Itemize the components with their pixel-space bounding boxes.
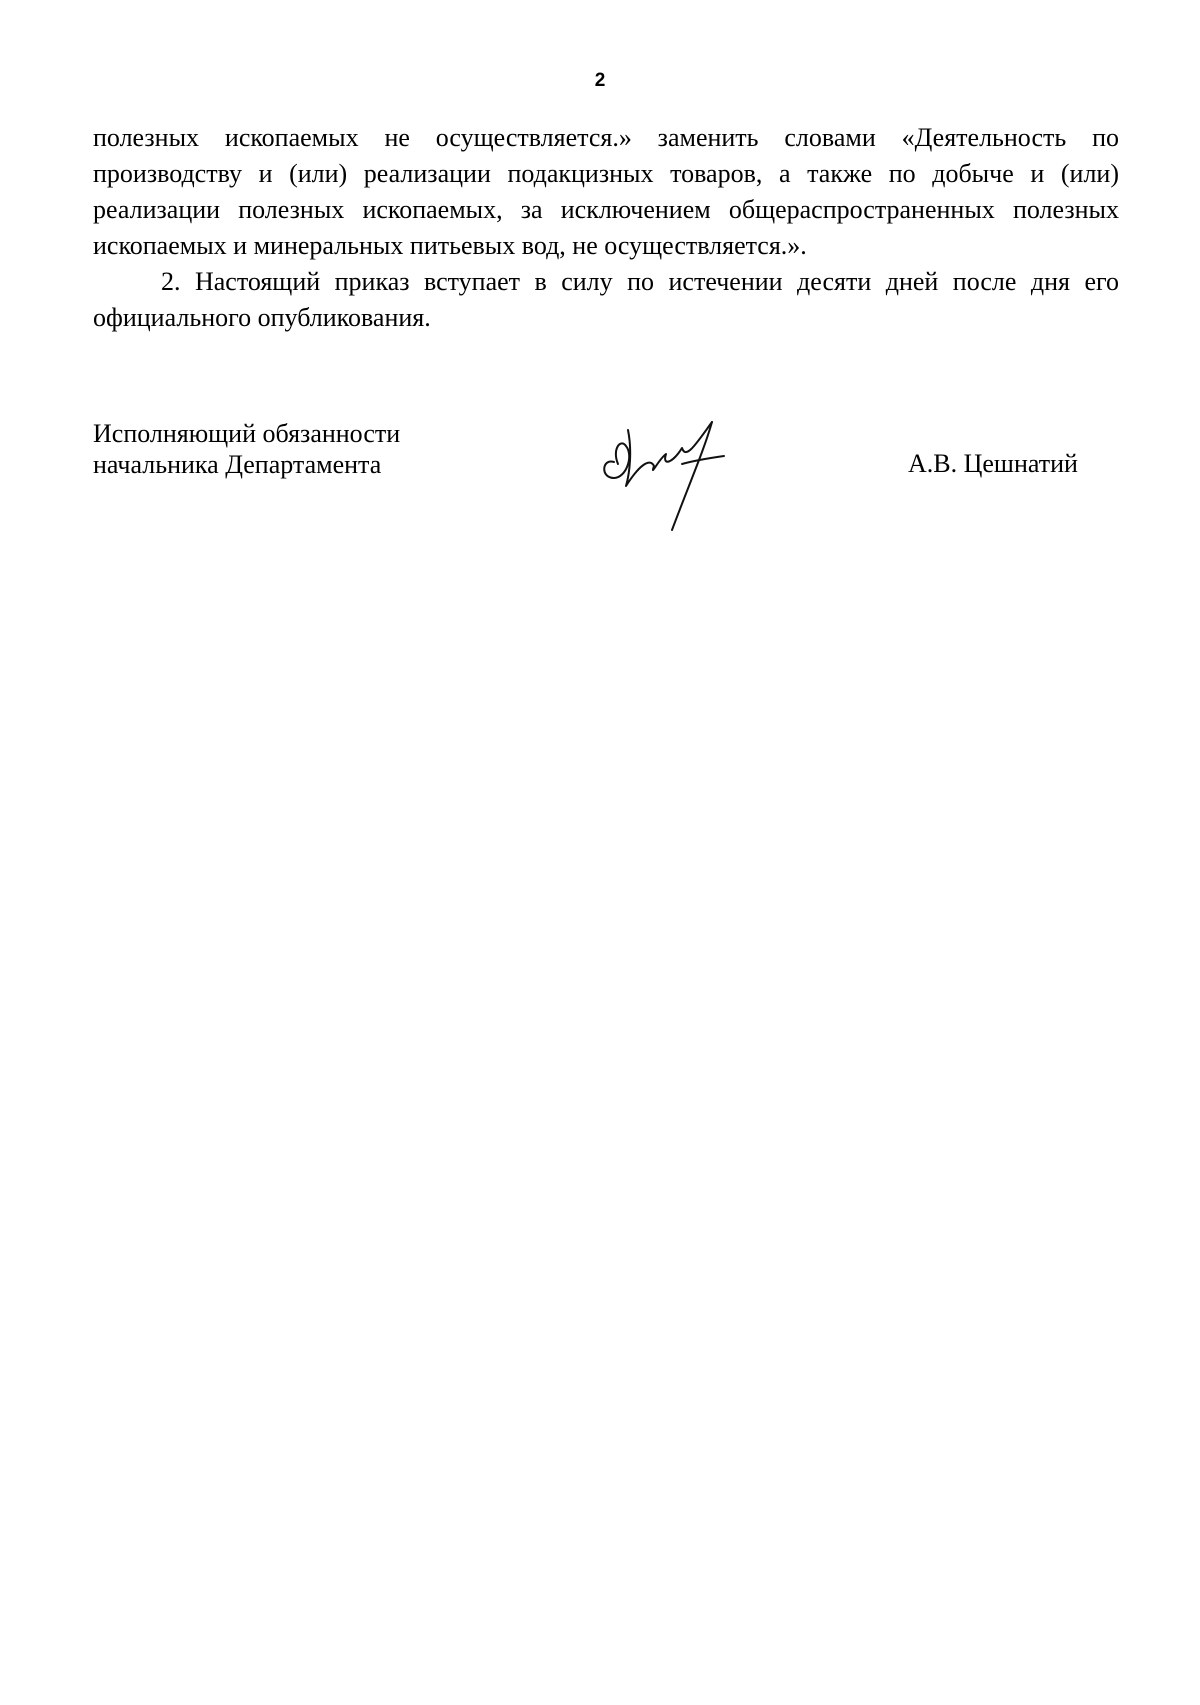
handwritten-signature (600, 420, 750, 540)
page-number: 2 (594, 70, 606, 91)
document-body (93, 120, 1119, 336)
signature-stroke-cross (682, 456, 724, 464)
paragraph-2: 2. Настоящий приказ вступает в силу по истечении десяти дней после дня его официального опубликования. (93, 267, 1119, 332)
signature-stroke-loop (604, 443, 629, 478)
signatory-position (93, 418, 400, 480)
paragraph-continuation: полезных ископаемых не осуществляется.» заменить словами «Деятельность по производству и (или) реализации подакцизных товаров, а также по добыче и (или) реализации полезных ископаемых, за исключением общераспространенных полезных ископаемых и минеральных питьевых вод, не осуществляется.». (93, 123, 1119, 260)
signatory-name: А.В. Цешнатий (908, 449, 1078, 478)
signature-stroke-tail (672, 422, 712, 530)
signatory-position-line-1: Исполняющий обязанности (93, 419, 401, 448)
signature-stroke-main (626, 422, 712, 486)
signatory-position-line-2: начальника Департамента (93, 450, 382, 479)
